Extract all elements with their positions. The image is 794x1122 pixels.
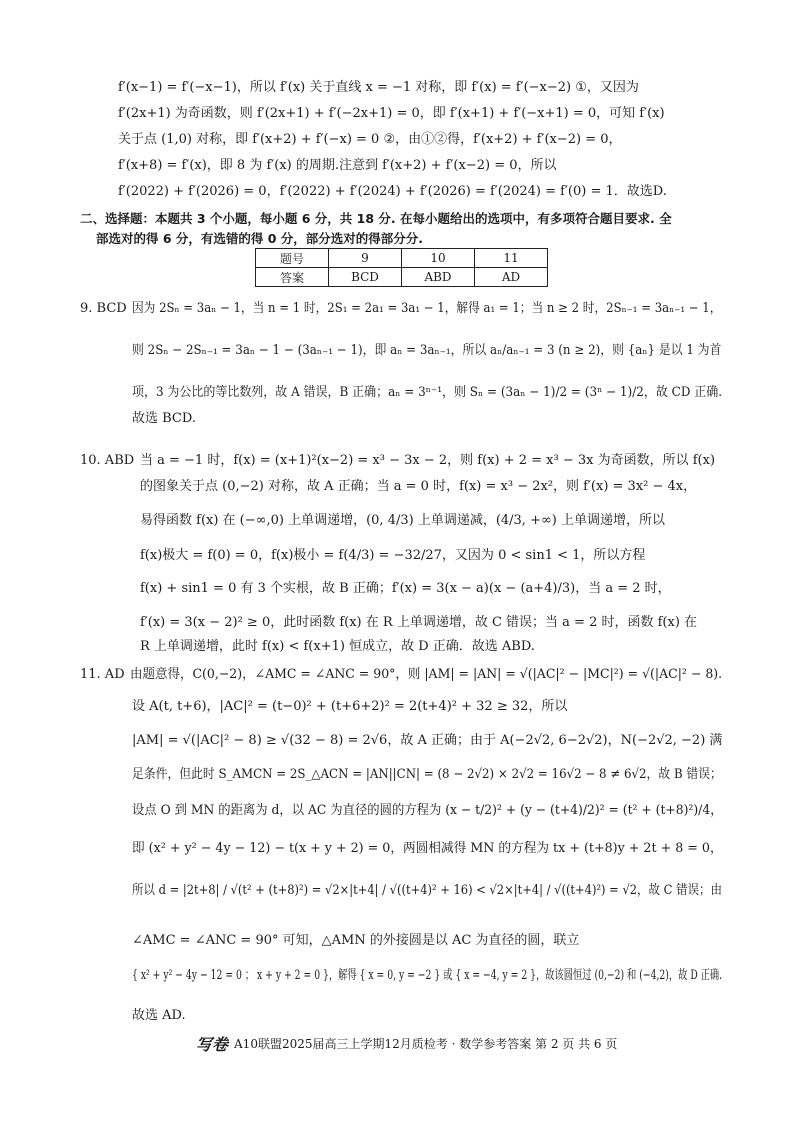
q10-line-1: 当 a = −1 时，f(x) = (x+1)²(x−2) = x³ − 3x − 2，则 f(x) + 2 = x³ − 3x 为奇函数，所以 f(x): [140, 453, 716, 468]
q8-line-4: f′(x+8) = f′(x)，即 8 为 f′(x) 的周期.注意到 f′(x+2) + f′(x−2) = 0，所以: [118, 158, 557, 173]
section-heading-line-2: 部选对的得 6 分，有选错的得 0 分，部分选对的得部分分.: [96, 231, 424, 246]
table-cell: AD: [475, 268, 548, 287]
q9-line-2: 则 2Sₙ − 2Sₙ₋₁ = 3aₙ − 1 − (3aₙ₋₁ − 1)，即 aₙ = 3aₙ₋₁，所以 aₙ/aₙ₋₁ = 3 (n ≥ 2)，则 {aₙ} 是以 1 为首: [132, 343, 722, 358]
q10-line-5: f(x) + sin1 = 0 有 3 个实根，故 B 正确；f′(x) = 3(x − a)(x − (a+4)/3)，当 a = 2 时，: [140, 581, 671, 596]
q11-line-8: ∠AMC = ∠ANC = 90° 可知，△AMN 的外接圆是以 AC 为直径的圆，联立: [132, 933, 580, 948]
q11-number: 11. AD: [80, 667, 125, 682]
table-row: [256, 268, 548, 287]
q8-line-2: f′(2x+1) 为奇函数，则 f′(2x+1) + f′(−2x+1) = 0，即 f′(x+1) + f′(−x+1) = 0，可知 f′(x): [118, 106, 665, 121]
table-cell: 10: [402, 249, 475, 268]
table-cell: 题号: [256, 249, 329, 268]
q9-line-1: 因为 2Sₙ = 3aₙ − 1，当 n = 1 时，2S₁ = 2a₁ = 3a₁ − 1，解得 a₁ = 1；当 n ≥ 2 时，2Sₙ₋₁ = 3aₙ₋₁ − 1，: [132, 301, 722, 316]
q10-line-7: R 上单调递增，此时 f(x) < f(x+1) 恒成立，故 D 正确．故选 ABD.: [140, 639, 535, 654]
page-footer: [196, 1032, 617, 1055]
q9-line-3: 项，3 为公比的等比数列，故 A 错误，B 正确；aₙ = 3ⁿ⁻¹，则 Sₙ = (3aₙ − 1)/2 = (3ⁿ − 1)/2，故 CD 正确.: [132, 385, 723, 400]
q11-line-9: { x² + y² − 4y − 12 = 0 ； x + y + 2 = 0 }，解得 { x = 0, y = −2 } 或 { x = −4, y = 2 }，故该圆恒过 (0,−2) 和 (−4,2)，故 D 正确.: [132, 968, 723, 983]
q8-line-5: f′(2022) + f′(2026) = 0，f′(2022) + f′(2024) + f′(2026) = f′(2024) = f′(0) = 1．故选D.: [118, 184, 667, 199]
q11-line-5: 设点 O 到 MN 的距离为 d，以 AC 为直径的圆的方程为 (x − t/2)² + (y − (t+4)/2)² = (t² + (t+8)²)/4，: [132, 803, 723, 818]
table-cell: 9: [329, 249, 402, 268]
q11-line-10: 故选 AD.: [132, 1008, 186, 1023]
q10-line-2: 的图象关于点 (0,−2) 对称，故 A 正确；当 a = 0 时，f(x) = x³ − 2x²，则 f′(x) = 3x² − 4x，: [140, 479, 697, 494]
table-row: [256, 249, 548, 268]
footer-text: A10联盟2025届高三上学期12月质检考 · 数学参考答案 第 2 页 共 6 页: [234, 1037, 618, 1051]
table-cell: 答案: [256, 268, 329, 287]
q9-line-4: 故选 BCD.: [132, 411, 196, 426]
table-cell: 11: [475, 249, 548, 268]
q8-line-1: f′(x−1) = f′(−x−1)，所以 f′(x) 关于直线 x = −1 对称，即 f′(x) = f′(−x−2) ①，又因为: [118, 80, 639, 95]
q11-line-6: 即 (x² + y² − 4y − 12) − t(x + y + 2) = 0，两圆相减得 MN 的方程为 tx + (t+8)y + 2t + 8 = 0，: [132, 841, 723, 856]
table-cell: BCD: [329, 268, 402, 287]
q11-line-4: 足条件，但此时 S_AMCN = 2S_△ACN = |AN||CN| = (8 − 2√2) × 2√2 = 16√2 − 8 ≠ 6√2，故 B 错误；: [132, 767, 722, 782]
q10-number: 10. ABD: [80, 453, 135, 468]
table-cell: ABD: [402, 268, 475, 287]
q8-line-3: 关于点 (1,0) 对称，即 f′(x+2) + f′(−x) = 0 ②，由①②得，f′(x+2) + f′(x−2) = 0，: [118, 132, 622, 147]
q11-line-1: 由题意得，C(0,−2)，∠AMC = ∠ANC = 90°，则 |AM| = |AN| = √(|AC|² − |MC|²) = √(|AC|² − 8).: [130, 667, 723, 682]
q9-number: 9. BCD: [80, 301, 127, 316]
q11-line-3: |AM| = √(|AC|² − 8) ≥ √(32 − 8) = 2√6，故 A 正确；由于 A(−2√2, 6−2√2)，N(−2√2, −2) 满: [132, 733, 723, 748]
answer-table: [255, 248, 548, 287]
q10-line-6: f′(x) = 3(x − 2)² ≥ 0，此时函数 f(x) 在 R 上单调递增，故 C 错误；当 a = 2 时，函数 f(x) 在: [140, 615, 698, 630]
section-heading-line-1: 二、选择题：本题共 3 个小题，每小题 6 分，共 18 分. 在每小题给出的选项中，有多项符合题目要求. 全: [80, 211, 672, 226]
q11-line-7: 所以 d = |2t+8| / √(t² + (t+8)²) = √2×|t+4| / √((t+4)² + 16) < √2×|t+4| / √((t+4)²) = √2，故 C 错误；由: [132, 883, 723, 898]
q10-line-3: 易得函数 f(x) 在 (−∞,0) 上单调递增，(0, 4/3) 上单调递减，(4/3, +∞) 上单调递增，所以: [140, 513, 666, 528]
q11-line-2: 设 A(t, t+6)，|AC|² = (t−0)² + (t+6+2)² = 2(t+4)² + 32 ≥ 32，所以: [132, 699, 568, 714]
q10-line-4: f(x)极大 = f(0) = 0，f(x)极小 = f(4/3) = −32/27，又因为 0 < sin1 < 1，所以方程: [140, 548, 646, 563]
brand-logo: 写卷: [196, 1035, 229, 1054]
